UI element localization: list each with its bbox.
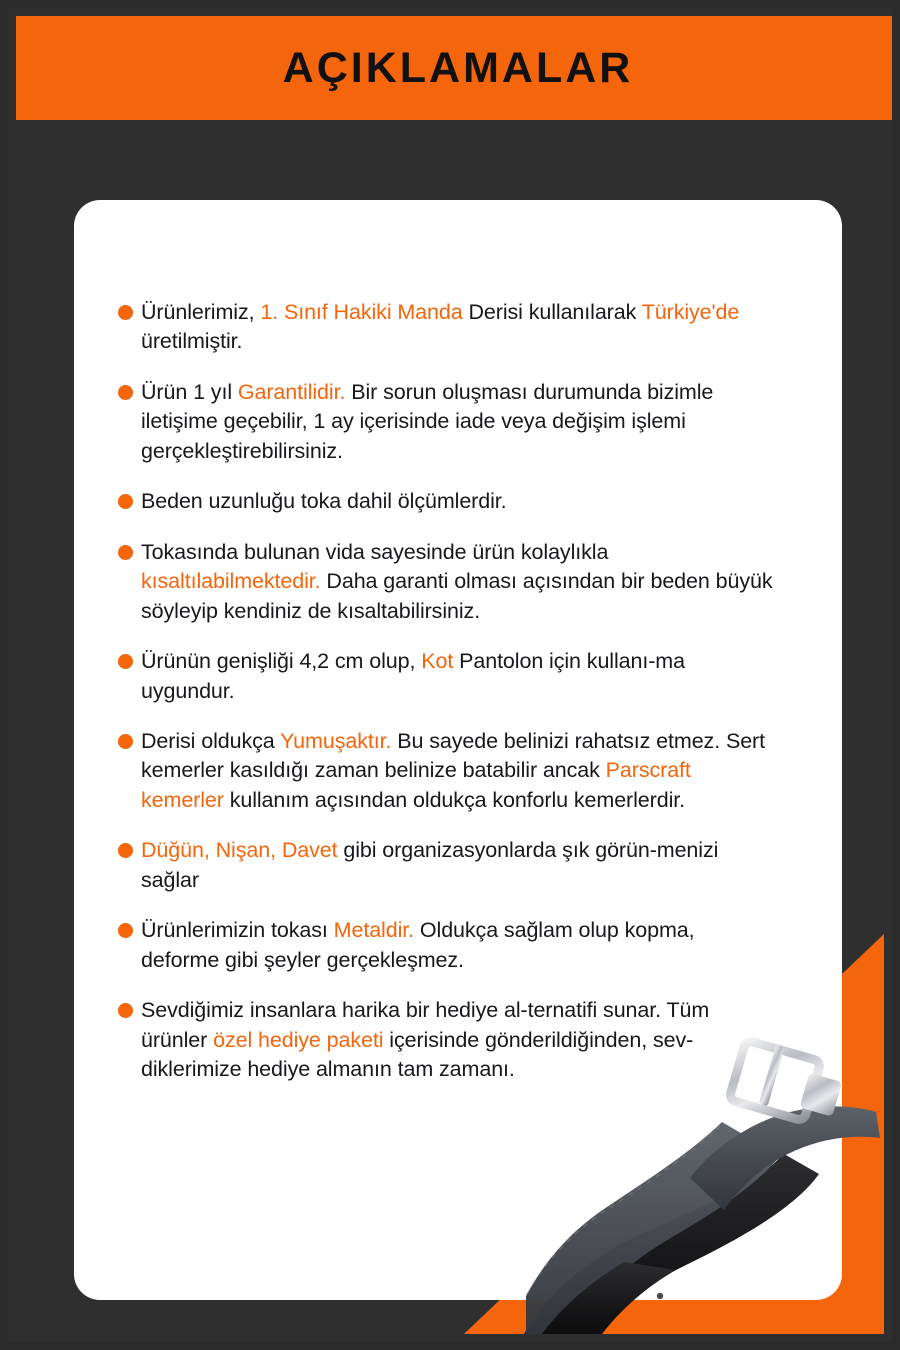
list-item: [118, 996, 778, 1084]
highlighted-text: Türkiye'de: [641, 300, 740, 324]
list-item-text: [141, 647, 778, 706]
body-text: Bu sayede belinizi rahatsız etmez. Sert kemerler kasıldığı zaman belinize batabilir ancak: [141, 728, 765, 783]
body-text: Ürünün genişliği 4,2 cm olup,: [141, 649, 422, 674]
bullet-icon: [118, 545, 133, 560]
list-item-text: [141, 378, 778, 466]
highlighted-text: Garantilidir.: [237, 379, 346, 404]
list-item: [118, 647, 778, 706]
list-item-text: [141, 836, 778, 895]
body-text: Beden uzunluğu toka dahil ölçümlerdir.: [141, 489, 507, 514]
body-text: Derisi kullanılarak: [462, 300, 642, 324]
list-item: [118, 378, 778, 466]
bullet-icon: [118, 654, 133, 669]
list-item: [118, 298, 778, 357]
page-inner-frame: [8, 8, 892, 1342]
page-title: AÇIKLAMALAR: [282, 43, 634, 92]
header-banner: [16, 16, 892, 120]
description-card: [74, 200, 842, 1300]
body-text: Tokasında bulunan vida sayesinde ürün kolaylıkla: [141, 539, 609, 564]
highlighted-text: 1. Sınıf Hakiki Manda: [260, 300, 463, 324]
highlighted-text: özel hediye paketi: [213, 1027, 384, 1052]
list-item: [118, 916, 778, 975]
list-item: [118, 538, 778, 626]
list-item-text: [141, 298, 778, 357]
list-item-text: [141, 538, 778, 626]
body-text: Ürünlerimizin tokası: [141, 918, 334, 943]
body-text: Oldukça sağlam olup kopma, deforme gibi şeyler gerçekleşmez.: [141, 918, 695, 972]
body-text: Ürün 1 yıl: [141, 379, 238, 404]
highlighted-text: kısaltılabilmektedir.: [141, 569, 321, 594]
list-item: [118, 727, 778, 815]
highlighted-text: Metaldir.: [333, 918, 415, 943]
list-item-text: [141, 996, 778, 1084]
body-text: Daha garanti olması açısından bir beden büyük söyleyip kendiniz de kısaltabilirsiniz.: [141, 569, 773, 623]
feature-list: [118, 298, 778, 1106]
bullet-icon: [118, 385, 133, 400]
bullet-icon: [118, 843, 133, 858]
body-text: içerisinde gönderildiğinden, sev-diklerimize hediye almanın tam zamanı.: [141, 1027, 694, 1082]
body-text: Derisi oldukça: [141, 728, 281, 753]
list-item: [118, 836, 778, 895]
highlighted-text: Parscraft kemerler: [141, 758, 691, 812]
list-item-text: [141, 487, 507, 516]
body-text: üretilmiştir.: [141, 329, 243, 354]
body-text: kullanım açısından oldukça konforlu kemerlerdir.: [223, 787, 685, 812]
bullet-icon: [118, 734, 133, 749]
body-text: Pantolon için kullanı-ma uygundur.: [141, 649, 685, 703]
bullet-icon: [118, 494, 133, 509]
bullet-icon: [118, 1003, 133, 1018]
body-text: Ürünlerimiz,: [141, 300, 261, 324]
highlighted-text: Düğün, Nişan, Davet: [141, 838, 338, 863]
highlighted-text: Kot: [421, 649, 454, 674]
body-text: gibi organizasyonlarda şık görün-menizi sağlar: [141, 838, 719, 892]
body-text: Sevdiğimiz insanlara harika bir hediye al-ternatifi sunar. Tüm ürünler: [141, 998, 710, 1052]
bullet-icon: [118, 923, 133, 938]
bullet-icon: [118, 305, 133, 320]
list-item: [118, 487, 778, 516]
list-item-text: [141, 916, 778, 975]
highlighted-text: Yumuşaktır.: [280, 728, 392, 753]
body-text: Bir sorun oluşması durumunda bizimle iletişime geçebilir, 1 ay içerisinde iade veya değişim işlemi gerçekleştirebilirsiniz.: [141, 379, 714, 463]
list-item-text: [141, 727, 778, 815]
